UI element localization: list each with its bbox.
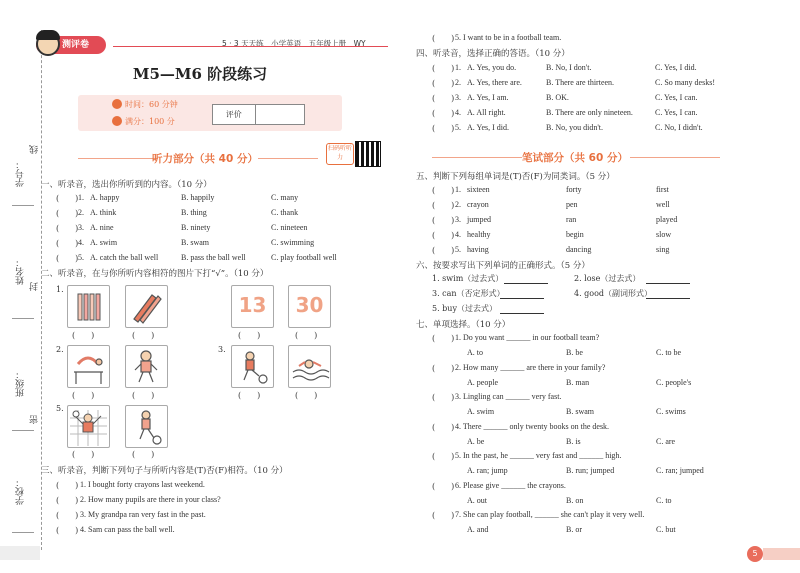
picture-number: 2. (56, 345, 64, 354)
q7-option-b[interactable]: B. run; jumped (566, 466, 615, 475)
q5-word: dancing (566, 245, 592, 254)
q7-heading: 七、单项选择。（10 分） (416, 320, 511, 330)
q7-question: 7. She can play football, ______ she can't play it very well. (455, 510, 645, 519)
q1-heading: 一、听录音，选出你所听到的内容。（10 分） (41, 180, 212, 190)
qr-caption: 扫码听听力 (326, 143, 354, 165)
margin-student-id-label: 学号： (16, 160, 26, 187)
answer-blank[interactable] (646, 283, 690, 284)
q1-item-number: 1. (78, 193, 84, 202)
answer-bracket[interactable]: ( ) (295, 331, 318, 340)
q7-option-a[interactable]: A. to (467, 348, 483, 357)
q4-option-c[interactable]: C. Yes, I can. (655, 108, 698, 117)
q7-option-b[interactable]: B. be (566, 348, 583, 357)
q4-item-number: 1. (455, 63, 461, 72)
writing-section-title: 笔试部分（共 60 分） (522, 152, 628, 164)
q1-option-b[interactable]: B. pass the ball well (181, 253, 246, 262)
picture-dribbling[interactable] (125, 405, 168, 448)
q4-option-a[interactable]: A. Yes, there are. (467, 78, 522, 87)
q4-item-number: 2. (455, 78, 461, 87)
answer-bracket[interactable]: ( ) (432, 231, 455, 240)
answer-bracket[interactable]: ( ) (132, 331, 155, 340)
q4-option-b[interactable]: B. OK. (546, 93, 569, 102)
q7-question: 2. How many ______ are there in your family? (455, 362, 606, 372)
answer-bracket[interactable]: ( ) (56, 511, 79, 520)
q5-word: jumped (467, 215, 491, 224)
answer-bracket[interactable]: ( ) (432, 186, 455, 195)
score-icon (112, 116, 122, 126)
answer-bracket[interactable]: ( ) (432, 363, 455, 373)
q4-option-a[interactable]: A. Yes, you do. (467, 63, 517, 72)
q7-option-a[interactable]: A. people (467, 377, 499, 387)
answer-blank[interactable] (500, 313, 544, 314)
q7-option-c[interactable]: C. to (656, 495, 672, 505)
footer-bar (0, 546, 40, 560)
q1-option-b[interactable]: B. ninety (181, 223, 211, 232)
answer-bracket[interactable]: ( ) (56, 239, 79, 248)
test-badge: 测评卷 (36, 36, 106, 54)
evaluation-table (212, 104, 305, 125)
answer-bracket[interactable]: ( ) (238, 331, 261, 340)
picture-high-jump[interactable] (67, 345, 110, 388)
q5-word: healthy (467, 230, 491, 239)
picture-number-13[interactable] (231, 285, 274, 328)
q5-word: pen (566, 200, 578, 209)
answer-bracket[interactable]: ( ) (432, 422, 455, 432)
exam-score: 满分：100 分 (125, 117, 175, 126)
evaluation-cell[interactable] (256, 105, 304, 124)
q5-item-number: 2. (455, 200, 461, 209)
q6-item: 4. good（副词形式） (574, 289, 653, 298)
margin-blank (12, 532, 34, 533)
q7-option-a[interactable]: A. out (467, 495, 487, 505)
answer-bracket[interactable]: ( ) (56, 194, 79, 203)
picture-goalkeeper[interactable] (67, 405, 110, 448)
number-30: 30 (295, 293, 324, 317)
q4-option-b[interactable]: B. There are only nineteen. (546, 108, 633, 117)
answer-bracket[interactable]: ( ) (432, 334, 455, 343)
answer-bracket[interactable]: ( ) (432, 34, 455, 43)
q4-option-c[interactable]: C. No, I didn't. (655, 123, 703, 132)
answer-bracket[interactable]: ( ) (56, 209, 79, 218)
q1-item-number: 5. (78, 253, 84, 262)
qr-code-icon[interactable] (355, 141, 381, 167)
answer-bracket[interactable]: ( ) (432, 94, 455, 103)
picture-running-boy[interactable] (125, 345, 168, 388)
q7-option-b[interactable]: B. man (566, 377, 590, 387)
q4-option-b[interactable]: B. There are thirteen. (546, 78, 615, 87)
answer-bracket[interactable]: ( ) (432, 246, 455, 255)
q1-option-b[interactable]: B. thing (181, 208, 207, 217)
q4-option-b[interactable]: B. No, I don't. (546, 63, 592, 72)
clock-icon (112, 99, 122, 109)
section-divider (630, 157, 720, 158)
answer-bracket[interactable]: ( ) (432, 109, 455, 118)
q5-word: begin (566, 230, 584, 239)
q7-option-a[interactable]: A. swim (467, 407, 495, 416)
q5-word: slow (656, 230, 672, 239)
answer-bracket[interactable]: ( ) (432, 64, 455, 73)
q3-heading: 三、听录音，判断下列句子与所听内容是(T)否(F)相符。（10 分） (41, 466, 288, 476)
picture-crayons[interactable] (67, 285, 110, 328)
q5-word: having (467, 245, 489, 254)
picture-football-kick[interactable] (231, 345, 274, 388)
q6-item: 2. lose（过去式） (574, 274, 641, 283)
q5-word: forty (566, 185, 582, 194)
q5-item-number: 3. (455, 215, 461, 224)
answer-bracket[interactable]: ( ) (56, 224, 79, 233)
q7-option-b[interactable]: B. swam (566, 407, 594, 416)
q1-item-number: 2. (78, 208, 84, 217)
q7-option-a[interactable]: A. and (467, 525, 489, 534)
margin-blank (12, 318, 34, 319)
picture-pens[interactable] (125, 285, 168, 328)
q1-option-a[interactable]: A. catch the ball well (90, 253, 159, 262)
q7-question: 4. There ______ only twenty books on the desk. (455, 421, 610, 431)
q1-option-a[interactable]: A. swim (90, 238, 118, 247)
page-title: M5—M6 阶段练习 (132, 65, 268, 83)
q1-option-b[interactable]: B. swam (181, 238, 209, 247)
answer-bracket[interactable]: ( ) (432, 393, 455, 402)
q7-option-a[interactable]: A. be (467, 436, 485, 446)
answer-blank[interactable] (500, 298, 544, 299)
q1-option-a[interactable]: A. happy (90, 193, 120, 202)
q1-option-c[interactable]: C. thank (271, 208, 299, 217)
margin-secret-char: 密 (30, 415, 40, 424)
margin-blank (12, 430, 34, 431)
q4-item-number: 4. (455, 108, 461, 117)
listening-section-title: 听力部分（共 40 分） (152, 153, 258, 165)
evaluation-label: 评价 (213, 105, 256, 124)
q3-item: 3. My grandpa ran very fast in the past. (80, 510, 206, 519)
number-13: 13 (238, 293, 267, 317)
q4-heading: 四、听录音，选择正确的答语。（10 分） (416, 49, 570, 59)
q1-option-c[interactable]: C. play football well (271, 253, 337, 262)
q5-word: first (656, 185, 669, 194)
q1-option-a[interactable]: A. think (90, 208, 117, 217)
q1-option-b[interactable]: B. happily (181, 193, 215, 202)
q5-word: played (656, 215, 678, 224)
margin-school-label: 学校： (16, 478, 26, 505)
margin-class-label: 班级： (16, 370, 26, 397)
margin-name-label: 姓名： (16, 258, 26, 285)
q1-item-number: 3. (78, 223, 84, 232)
section-divider (78, 158, 158, 159)
picture-number: 5. (56, 404, 64, 413)
q7-option-b[interactable]: B. on (566, 495, 584, 505)
answer-bracket[interactable]: ( ) (132, 391, 155, 400)
q4-option-c[interactable]: C. Yes, I did. (655, 63, 697, 72)
q5-word: sing (656, 245, 670, 254)
q1-option-c[interactable]: C. many (271, 193, 299, 202)
header-divider (113, 46, 388, 47)
q5-word: well (656, 200, 670, 209)
q7-question: 3. Lingling can ______ very fast. (455, 392, 562, 401)
q4-option-a[interactable]: A. Yes, I did. (467, 123, 510, 132)
footer-bar (763, 548, 800, 560)
q7-question: 1. Do you want ______ in our football team? (455, 333, 600, 342)
picture-number-30[interactable] (288, 285, 331, 328)
answer-bracket[interactable]: ( ) (72, 391, 95, 400)
answer-bracket[interactable]: ( ) (132, 450, 155, 459)
q3-item: 5. I want to be in a football team. (455, 33, 562, 42)
q4-item-number: 3. (455, 93, 461, 102)
q5-word: sixteen (467, 185, 490, 194)
q6-item: 1. swim（过去式） (432, 274, 504, 283)
q4-item-number: 5. (455, 123, 461, 132)
answer-bracket[interactable]: ( ) (56, 254, 79, 263)
series-header: 5 · 3 天天练 小学英语 五年级上册 WY (222, 39, 366, 48)
section-divider (258, 158, 318, 159)
answer-blank[interactable] (646, 298, 690, 299)
answer-bracket[interactable]: ( ) (56, 481, 79, 490)
q5-item-number: 5. (455, 245, 461, 254)
q1-option-a[interactable]: A. nine (90, 223, 114, 232)
q7-option-c[interactable]: C. to be (656, 348, 682, 357)
q7-question: 6. Please give ______ the crayons. (455, 480, 566, 490)
q6-item: 5. buy（过去式） (432, 304, 497, 313)
q7-option-b[interactable]: B. is (566, 436, 581, 446)
q4-option-a[interactable]: A. All right. (467, 108, 506, 117)
q4-option-b[interactable]: B. No, you didn't. (546, 123, 603, 132)
answer-bracket[interactable]: ( ) (56, 496, 79, 505)
margin-blank (12, 205, 34, 206)
picture-swimming[interactable] (288, 345, 331, 388)
q7-option-a[interactable]: A. ran; jump (467, 466, 508, 475)
q1-option-c[interactable]: C. nineteen (271, 223, 308, 232)
answer-bracket[interactable]: ( ) (432, 452, 455, 461)
q6-item: 3. can（否定形式） (432, 289, 505, 298)
picture-number: 1. (56, 285, 64, 294)
q4-option-c[interactable]: C. Yes, I can. (655, 93, 698, 102)
q7-option-c[interactable]: C. swims (656, 407, 686, 416)
q3-item: 4. Sam can pass the ball well. (80, 525, 175, 534)
q5-item-number: 4. (455, 230, 461, 239)
section-divider (432, 157, 522, 158)
answer-bracket[interactable]: ( ) (432, 79, 455, 88)
q7-option-c[interactable]: C. people's (656, 377, 692, 387)
answer-bracket[interactable]: ( ) (72, 450, 95, 459)
answer-bracket[interactable]: ( ) (72, 331, 95, 340)
q7-option-c[interactable]: C. but (656, 525, 676, 534)
margin-seal-char: 封 (30, 282, 40, 291)
q7-option-c[interactable]: C. are (656, 436, 676, 446)
q2-heading: 二、听录音，在与你所听内容相符的图片下打“√”。（10 分） (41, 269, 269, 279)
page-number: 5 (747, 546, 763, 562)
q7-question: 5. In the past, he ______ very fast and ______ high. (455, 451, 622, 460)
answer-bracket[interactable]: ( ) (56, 526, 79, 535)
answer-bracket[interactable]: ( ) (432, 511, 455, 520)
answer-bracket[interactable]: ( ) (432, 216, 455, 225)
q7-option-c[interactable]: C. ran; jumped (656, 466, 704, 475)
q5-word: ran (566, 215, 577, 224)
q7-option-b[interactable]: B. or (566, 525, 582, 534)
q3-item: 2. How many pupils are there in your class? (80, 495, 221, 504)
exam-time: 时间：60 分钟 (125, 100, 178, 109)
q4-option-a[interactable]: A. Yes, I am. (467, 93, 509, 102)
q5-word: crayon (467, 200, 489, 209)
q3-item: 1. I bought forty crayons last weekend. (80, 480, 205, 489)
answer-bracket[interactable]: ( ) (432, 124, 455, 133)
picture-number: 3. (218, 345, 226, 354)
mascot-icon (36, 32, 60, 56)
answer-bracket[interactable]: ( ) (238, 391, 261, 400)
q5-heading: 五、判断下列每组单词是(T)否(F)为同类词。（5 分） (416, 172, 615, 182)
answer-bracket[interactable]: ( ) (432, 481, 455, 491)
margin-line-char: 线 (30, 145, 40, 154)
q1-option-c[interactable]: C. swimming (271, 238, 315, 247)
q6-heading: 六、按要求写出下列单词的正确形式。（5 分） (416, 261, 590, 271)
answer-bracket[interactable]: ( ) (295, 391, 318, 400)
answer-blank[interactable] (504, 283, 548, 284)
q5-item-number: 1. (455, 185, 461, 194)
answer-bracket[interactable]: ( ) (432, 201, 455, 210)
q1-item-number: 4. (78, 238, 84, 247)
q4-option-c[interactable]: C. So many desks! (655, 78, 715, 87)
